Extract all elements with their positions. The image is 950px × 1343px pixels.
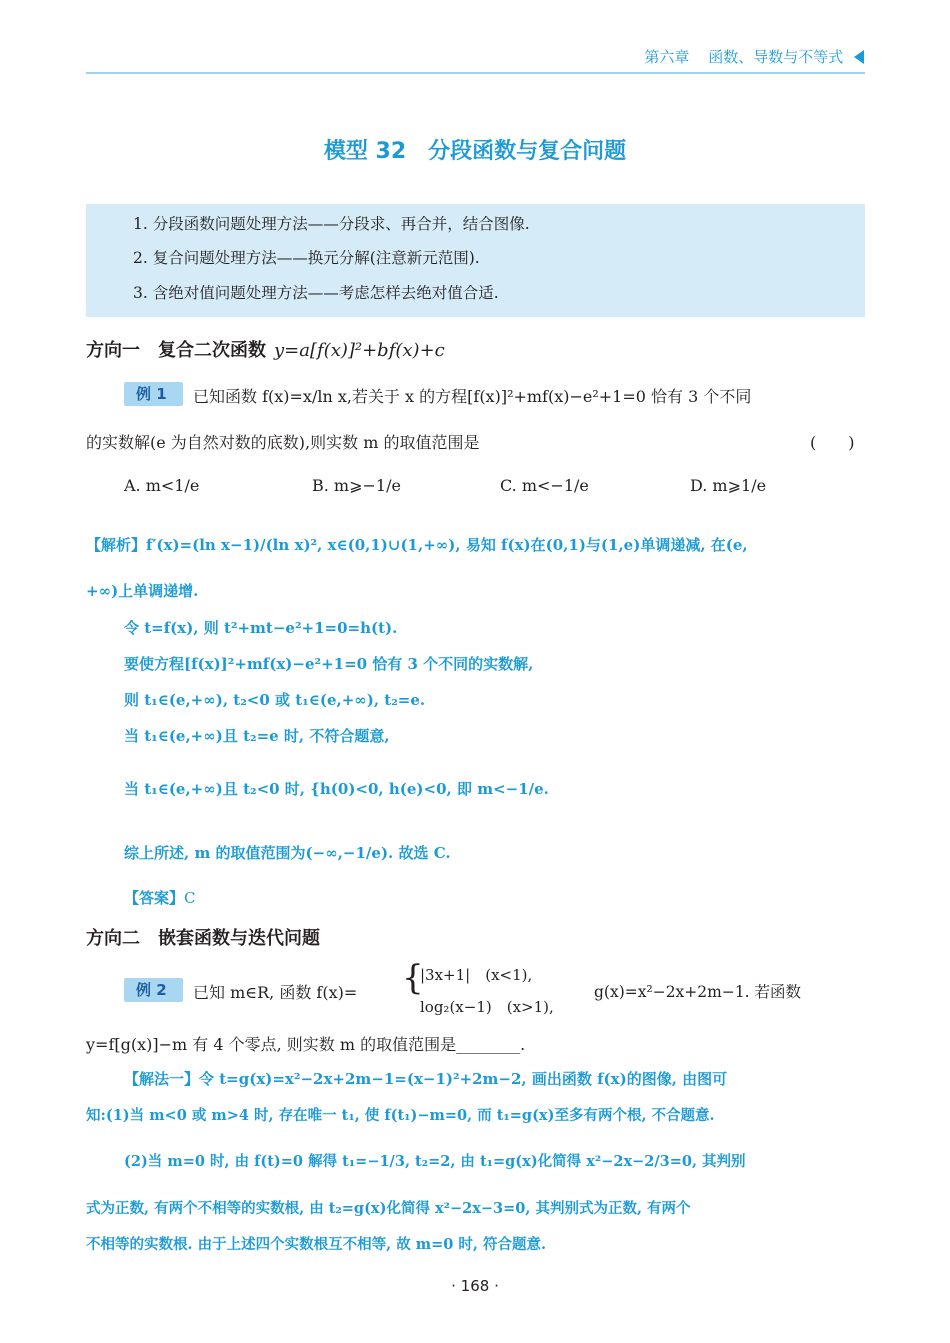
solution-2-line-5: 不相等的实数根. 由于上述四个实数根互不相等, 故 m=0 时, 符合题意.	[86, 1236, 547, 1253]
example-2-line-1a: 已知 m∈R, 函数 f(x)=	[193, 983, 358, 1002]
answer-tag: 【答案】	[124, 889, 185, 907]
solution-tag: 【解析】	[86, 536, 147, 554]
piecewise-case-1: |3x+1| (x<1),	[420, 966, 533, 984]
triangle-left-icon	[854, 50, 864, 64]
solution-2-line-1: 【解法一】令 t=g(x)=x²−2x+2m−1=(x−1)²+2m−2, 画出函数 f(x)的图像, 由图可	[124, 1070, 728, 1088]
direction-heading-1	[86, 336, 445, 362]
chapter-number: 第六章	[644, 48, 690, 66]
summary-item: 3. 含绝对值问题处理方法——考虑怎样去绝对值合适.	[133, 284, 499, 302]
summary-box	[86, 204, 865, 317]
solution-1-line-8: 综上所述, m 的取值范围为(−∞,−1/e). 故选 C.	[124, 844, 451, 862]
piecewise-case-2: log₂(x−1) (x>1),	[420, 998, 554, 1016]
summary-item: 2. 复合问题处理方法——换元分解(注意新元范围).	[133, 249, 480, 267]
chapter-title: 函数、导数与不等式	[708, 48, 844, 66]
option-d: D. m⩾1/e	[690, 476, 767, 495]
solution-2-line-2: 知:(1)当 m<0 或 m>4 时, 存在唯一 t₁, 使 f(t₁)−m=0, 而 t₁=g(x)至多有两个根, 不合题意.	[86, 1107, 715, 1124]
answer-value: C	[184, 889, 196, 907]
running-header	[644, 46, 864, 67]
solution-1-line-3: 令 t=f(x), 则 t²+mt−e²+1=0=h(t).	[124, 619, 398, 637]
solution-1-answer	[124, 887, 196, 908]
example-1-line-2: 的实数解(e 为自然对数的底数),则实数 m 的取值范围是	[86, 433, 480, 452]
example-2-line-2: y=f[g(x)]−m 有 4 个零点, 则实数 m 的取值范围是________.	[86, 1035, 526, 1054]
example-2-line-1b: g(x)=x²−2x+2m−1. 若函数	[594, 983, 802, 1001]
example-2-tag: 例 2	[124, 978, 183, 1002]
page-number: · 168 ·	[451, 1277, 499, 1295]
solution-2-line-3: (2)当 m=0 时, 由 f(t)=0 解得 t₁=−1/3, t₂=2, 由 t₁=g(x)化简得 x²−2x−2/3=0, 其判别	[124, 1153, 746, 1170]
option-c: C. m<−1/e	[500, 476, 589, 495]
solution-1-line-2: +∞)上单调递增.	[86, 582, 199, 600]
direction-label: 方向一 复合二次函数	[86, 340, 266, 361]
direction-heading-2: 方向二 嵌套函数与迭代问题	[86, 928, 320, 949]
solution-2-line-4: 式为正数, 有两个不相等的实数根, 由 t₂=g(x)化简得 x²−2x−3=0, 其判别式为正数, 有两个	[86, 1200, 691, 1217]
solution-1-line-7: 当 t₁∈(e,+∞)且 t₂<0 时, {h(0)<0, h(e)<0, 即 m<−1/e.	[124, 780, 549, 798]
solution-method-tag: 【解法一】	[124, 1070, 200, 1088]
answer-paren: ( )	[810, 433, 855, 452]
direction-formula: y=a[f(x)]²+bf(x)+c	[274, 340, 445, 361]
summary-item: 1. 分段函数问题处理方法——分段求、再合并，结合图像.	[133, 215, 530, 233]
header-divider	[86, 72, 865, 74]
solution-1-line-6: 当 t₁∈(e,+∞)且 t₂=e 时, 不符合题意,	[124, 727, 390, 745]
option-a: A. m<1/e	[124, 476, 200, 495]
option-b: B. m⩾−1/e	[312, 476, 401, 495]
solution-1-line-1: 【解析】f′(x)=(ln x−1)/(ln x)², x∈(0,1)∪(1,+∞), 易知 f(x)在(0,1)与(1,e)单调递减, 在(e,	[86, 536, 748, 554]
example-1-line-1: 已知函数 f(x)=x/ln x,若关于 x 的方程[f(x)]²+mf(x)−e²+1=0 恰有 3 个不同	[193, 387, 752, 406]
example-1-tag: 例 1	[124, 382, 183, 406]
solution-1-line-4: 要使方程[f(x)]²+mf(x)−e²+1=0 恰有 3 个不同的实数解,	[124, 655, 534, 673]
solution-1-line-5: 则 t₁∈(e,+∞), t₂<0 或 t₁∈(e,+∞), t₂=e.	[124, 691, 426, 709]
page-title: 模型 32 分段函数与复合问题	[323, 139, 627, 164]
piecewise-brace: {	[402, 958, 424, 998]
